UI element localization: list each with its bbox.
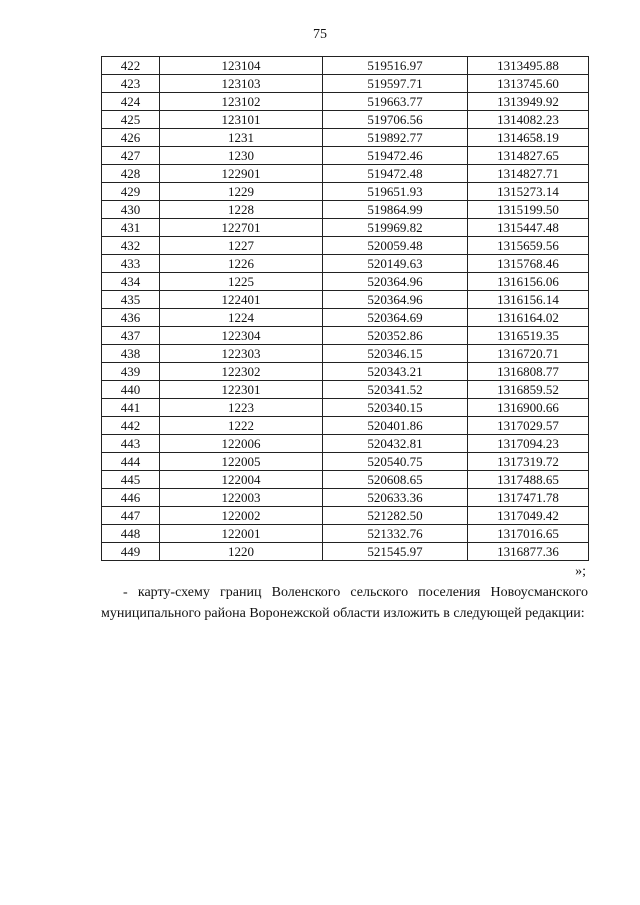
point-id-cell: 122006 <box>160 435 323 453</box>
table-row <box>102 57 589 75</box>
y-coordinate-cell: 1315659.56 <box>468 237 589 255</box>
point-id-cell: 122003 <box>160 489 323 507</box>
point-id-cell: 1230 <box>160 147 323 165</box>
x-coordinate-cell: 519516.97 <box>323 57 468 75</box>
x-coordinate-cell: 520633.36 <box>323 489 468 507</box>
point-id-cell: 1224 <box>160 309 323 327</box>
point-id-cell: 122002 <box>160 507 323 525</box>
table-row <box>102 273 589 291</box>
point-id-cell: 122005 <box>160 453 323 471</box>
x-coordinate-cell: 520401.86 <box>323 417 468 435</box>
table-row <box>102 165 589 183</box>
x-coordinate-cell: 519597.71 <box>323 75 468 93</box>
point-id-cell: 122302 <box>160 363 323 381</box>
x-coordinate-cell: 520059.48 <box>323 237 468 255</box>
y-coordinate-cell: 1315447.48 <box>468 219 589 237</box>
point-id-cell: 1220 <box>160 543 323 561</box>
point-id-cell: 1229 <box>160 183 323 201</box>
point-number-cell: 435 <box>102 291 160 309</box>
x-coordinate-cell: 520364.96 <box>323 291 468 309</box>
x-coordinate-cell: 520340.15 <box>323 399 468 417</box>
y-coordinate-cell: 1315273.14 <box>468 183 589 201</box>
point-number-cell: 441 <box>102 399 160 417</box>
point-id-cell: 122304 <box>160 327 323 345</box>
table-row <box>102 327 589 345</box>
point-number-cell: 423 <box>102 75 160 93</box>
x-coordinate-cell: 520343.21 <box>323 363 468 381</box>
point-number-cell: 429 <box>102 183 160 201</box>
y-coordinate-cell: 1313949.92 <box>468 93 589 111</box>
x-coordinate-cell: 519969.82 <box>323 219 468 237</box>
table-row <box>102 147 589 165</box>
y-coordinate-cell: 1315199.50 <box>468 201 589 219</box>
y-coordinate-cell: 1316900.66 <box>468 399 589 417</box>
point-number-cell: 427 <box>102 147 160 165</box>
point-id-cell: 123101 <box>160 111 323 129</box>
point-number-cell: 446 <box>102 489 160 507</box>
y-coordinate-cell: 1316859.52 <box>468 381 589 399</box>
x-coordinate-cell: 520540.75 <box>323 453 468 471</box>
page-number: 75 <box>313 27 327 42</box>
x-coordinate-cell: 521332.76 <box>323 525 468 543</box>
point-id-cell: 122004 <box>160 471 323 489</box>
x-coordinate-cell: 520352.86 <box>323 327 468 345</box>
table-row <box>102 129 589 147</box>
x-coordinate-cell: 520608.65 <box>323 471 468 489</box>
table-row <box>102 489 589 507</box>
point-id-cell: 1225 <box>160 273 323 291</box>
point-number-cell: 425 <box>102 111 160 129</box>
x-coordinate-cell: 519706.56 <box>323 111 468 129</box>
table-row <box>102 93 589 111</box>
point-id-cell: 123102 <box>160 93 323 111</box>
table-row <box>102 507 589 525</box>
point-number-cell: 437 <box>102 327 160 345</box>
table-row <box>102 309 589 327</box>
table-row <box>102 345 589 363</box>
point-id-cell: 122001 <box>160 525 323 543</box>
x-coordinate-cell: 520149.63 <box>323 255 468 273</box>
point-number-cell: 430 <box>102 201 160 219</box>
x-coordinate-cell: 519864.99 <box>323 201 468 219</box>
x-coordinate-cell: 520364.69 <box>323 309 468 327</box>
table-row <box>102 399 589 417</box>
table-row <box>102 291 589 309</box>
table-row <box>102 471 589 489</box>
y-coordinate-cell: 1313745.60 <box>468 75 589 93</box>
point-number-cell: 431 <box>102 219 160 237</box>
point-number-cell: 434 <box>102 273 160 291</box>
point-number-cell: 447 <box>102 507 160 525</box>
x-coordinate-cell: 521282.50 <box>323 507 468 525</box>
point-id-cell: 123103 <box>160 75 323 93</box>
table-row <box>102 219 589 237</box>
y-coordinate-cell: 1317319.72 <box>468 453 589 471</box>
point-id-cell: 1226 <box>160 255 323 273</box>
point-id-cell: 122901 <box>160 165 323 183</box>
point-number-cell: 448 <box>102 525 160 543</box>
y-coordinate-cell: 1316877.36 <box>468 543 589 561</box>
point-number-cell: 440 <box>102 381 160 399</box>
x-coordinate-cell: 519892.77 <box>323 129 468 147</box>
point-number-cell: 424 <box>102 93 160 111</box>
table-row <box>102 111 589 129</box>
x-coordinate-cell: 520346.15 <box>323 345 468 363</box>
point-number-cell: 443 <box>102 435 160 453</box>
point-number-cell: 439 <box>102 363 160 381</box>
point-id-cell: 122401 <box>160 291 323 309</box>
table-row <box>102 381 589 399</box>
y-coordinate-cell: 1313495.88 <box>468 57 589 75</box>
table-row <box>102 525 589 543</box>
point-number-cell: 444 <box>102 453 160 471</box>
y-coordinate-cell: 1317488.65 <box>468 471 589 489</box>
y-coordinate-cell: 1316808.77 <box>468 363 589 381</box>
table-row <box>102 435 589 453</box>
point-number-cell: 445 <box>102 471 160 489</box>
x-coordinate-cell: 520341.52 <box>323 381 468 399</box>
point-number-cell: 438 <box>102 345 160 363</box>
y-coordinate-cell: 1316519.35 <box>468 327 589 345</box>
y-coordinate-cell: 1314827.65 <box>468 147 589 165</box>
x-coordinate-cell: 521545.97 <box>323 543 468 561</box>
x-coordinate-cell: 520364.96 <box>323 273 468 291</box>
y-coordinate-cell: 1315768.46 <box>468 255 589 273</box>
point-id-cell: 123104 <box>160 57 323 75</box>
point-number-cell: 436 <box>102 309 160 327</box>
y-coordinate-cell: 1316164.02 <box>468 309 589 327</box>
table-row <box>102 543 589 561</box>
point-id-cell: 1223 <box>160 399 323 417</box>
point-id-cell: 1228 <box>160 201 323 219</box>
coordinates-table-body <box>102 57 589 561</box>
y-coordinate-cell: 1316156.14 <box>468 291 589 309</box>
y-coordinate-cell: 1316156.06 <box>468 273 589 291</box>
point-id-cell: 122301 <box>160 381 323 399</box>
y-coordinate-cell: 1316720.71 <box>468 345 589 363</box>
point-number-cell: 449 <box>102 543 160 561</box>
table-row <box>102 75 589 93</box>
point-number-cell: 422 <box>102 57 160 75</box>
table-row <box>102 363 589 381</box>
point-number-cell: 442 <box>102 417 160 435</box>
table-row <box>102 183 589 201</box>
y-coordinate-cell: 1317094.23 <box>468 435 589 453</box>
y-coordinate-cell: 1314658.19 <box>468 129 589 147</box>
y-coordinate-cell: 1314827.71 <box>468 165 589 183</box>
table-row <box>102 237 589 255</box>
x-coordinate-cell: 519651.93 <box>323 183 468 201</box>
point-id-cell: 1222 <box>160 417 323 435</box>
coordinates-table <box>101 56 589 561</box>
table-row <box>102 201 589 219</box>
point-id-cell: 1227 <box>160 237 323 255</box>
closing-quote: »; <box>575 564 586 579</box>
point-number-cell: 432 <box>102 237 160 255</box>
y-coordinate-cell: 1314082.23 <box>468 111 589 129</box>
y-coordinate-cell: 1317029.57 <box>468 417 589 435</box>
x-coordinate-cell: 519472.46 <box>323 147 468 165</box>
point-number-cell: 433 <box>102 255 160 273</box>
x-coordinate-cell: 520432.81 <box>323 435 468 453</box>
point-number-cell: 428 <box>102 165 160 183</box>
y-coordinate-cell: 1317049.42 <box>468 507 589 525</box>
point-id-cell: 1231 <box>160 129 323 147</box>
table-row <box>102 453 589 471</box>
point-id-cell: 122303 <box>160 345 323 363</box>
point-number-cell: 426 <box>102 129 160 147</box>
y-coordinate-cell: 1317471.78 <box>468 489 589 507</box>
body-paragraph: - карту-схему границ Воленского сельского поселения Новоусманского муниципального района Воронежской области изложить в следующей редакции: <box>101 585 588 621</box>
y-coordinate-cell: 1317016.65 <box>468 525 589 543</box>
point-id-cell: 122701 <box>160 219 323 237</box>
x-coordinate-cell: 519663.77 <box>323 93 468 111</box>
table-row <box>102 255 589 273</box>
x-coordinate-cell: 519472.48 <box>323 165 468 183</box>
table-row <box>102 417 589 435</box>
